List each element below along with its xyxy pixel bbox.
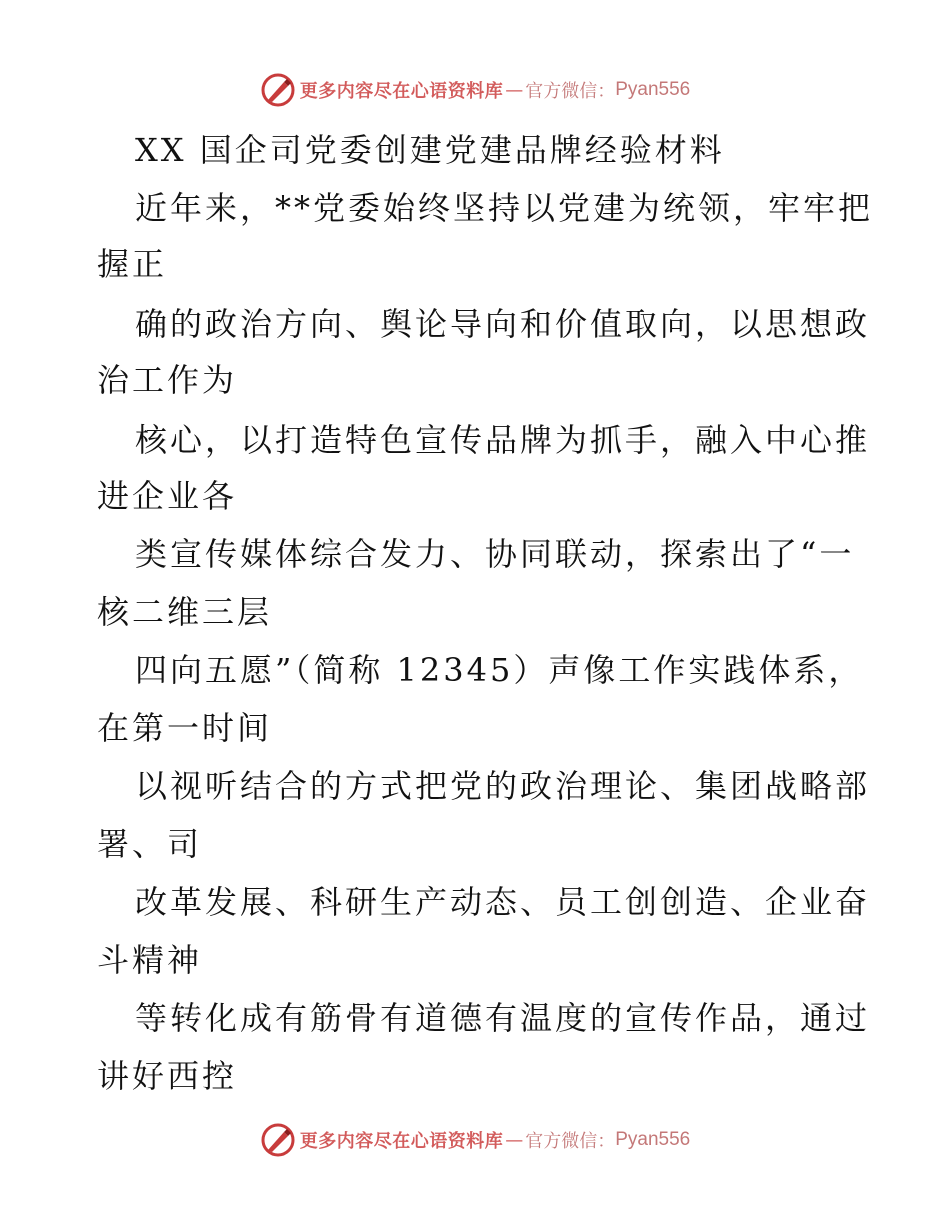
watermark-label: 官方微信： bbox=[525, 1131, 616, 1152]
watermark-label: 官方微信： bbox=[525, 81, 616, 102]
body-line: 核二维三层 bbox=[97, 593, 273, 631]
document-title: XX 国企司党委创建党建品牌经验材料 bbox=[135, 131, 725, 169]
body-line: 改革发展、科研生产动态、员工创创造、企业奋 bbox=[135, 883, 871, 921]
watermark-brand: 更多内容尽在心语资料库 bbox=[299, 1131, 504, 1152]
watermark-dash: — bbox=[505, 1129, 524, 1151]
footer-watermark bbox=[0, 1120, 950, 1160]
header-watermark bbox=[0, 70, 950, 110]
body-line: 核心，以打造特色宣传品牌为抓手，融入中心推 bbox=[135, 421, 871, 459]
body-line: 讲好西控 bbox=[97, 1057, 238, 1095]
body-line: 署、司 bbox=[97, 825, 203, 863]
body-line: 在第一时间 bbox=[97, 709, 273, 747]
body-line: 进企业各 bbox=[97, 477, 238, 515]
body-line: 治工作为 bbox=[97, 361, 238, 399]
body-line: 四向五愿”（简称 12345）声像工作实践体系， bbox=[135, 651, 864, 689]
body-line: 握正 bbox=[97, 245, 168, 283]
pen-logo-icon bbox=[260, 72, 296, 108]
body-line: 确的政治方向、舆论导向和价值取向，以思想政 bbox=[135, 305, 871, 343]
watermark-dash: — bbox=[505, 79, 524, 101]
watermark-account: Pyan556 bbox=[615, 79, 691, 100]
watermark-account: Pyan556 bbox=[615, 1129, 691, 1150]
watermark-brand: 更多内容尽在心语资料库 bbox=[299, 81, 504, 102]
body-line: 类宣传媒体综合发力、协同联动，探索出了“一 bbox=[135, 535, 855, 573]
body-line: 等转化成有筋骨有道德有温度的宣传作品，通过 bbox=[135, 999, 871, 1037]
body-line: 以视听结合的方式把党的政治理论、集团战略部 bbox=[135, 767, 871, 805]
pen-logo-icon bbox=[260, 1122, 296, 1158]
body-line: 斗精神 bbox=[97, 941, 203, 979]
body-line: 近年来，**党委始终坚持以党建为统领，牢牢把 bbox=[135, 189, 874, 227]
